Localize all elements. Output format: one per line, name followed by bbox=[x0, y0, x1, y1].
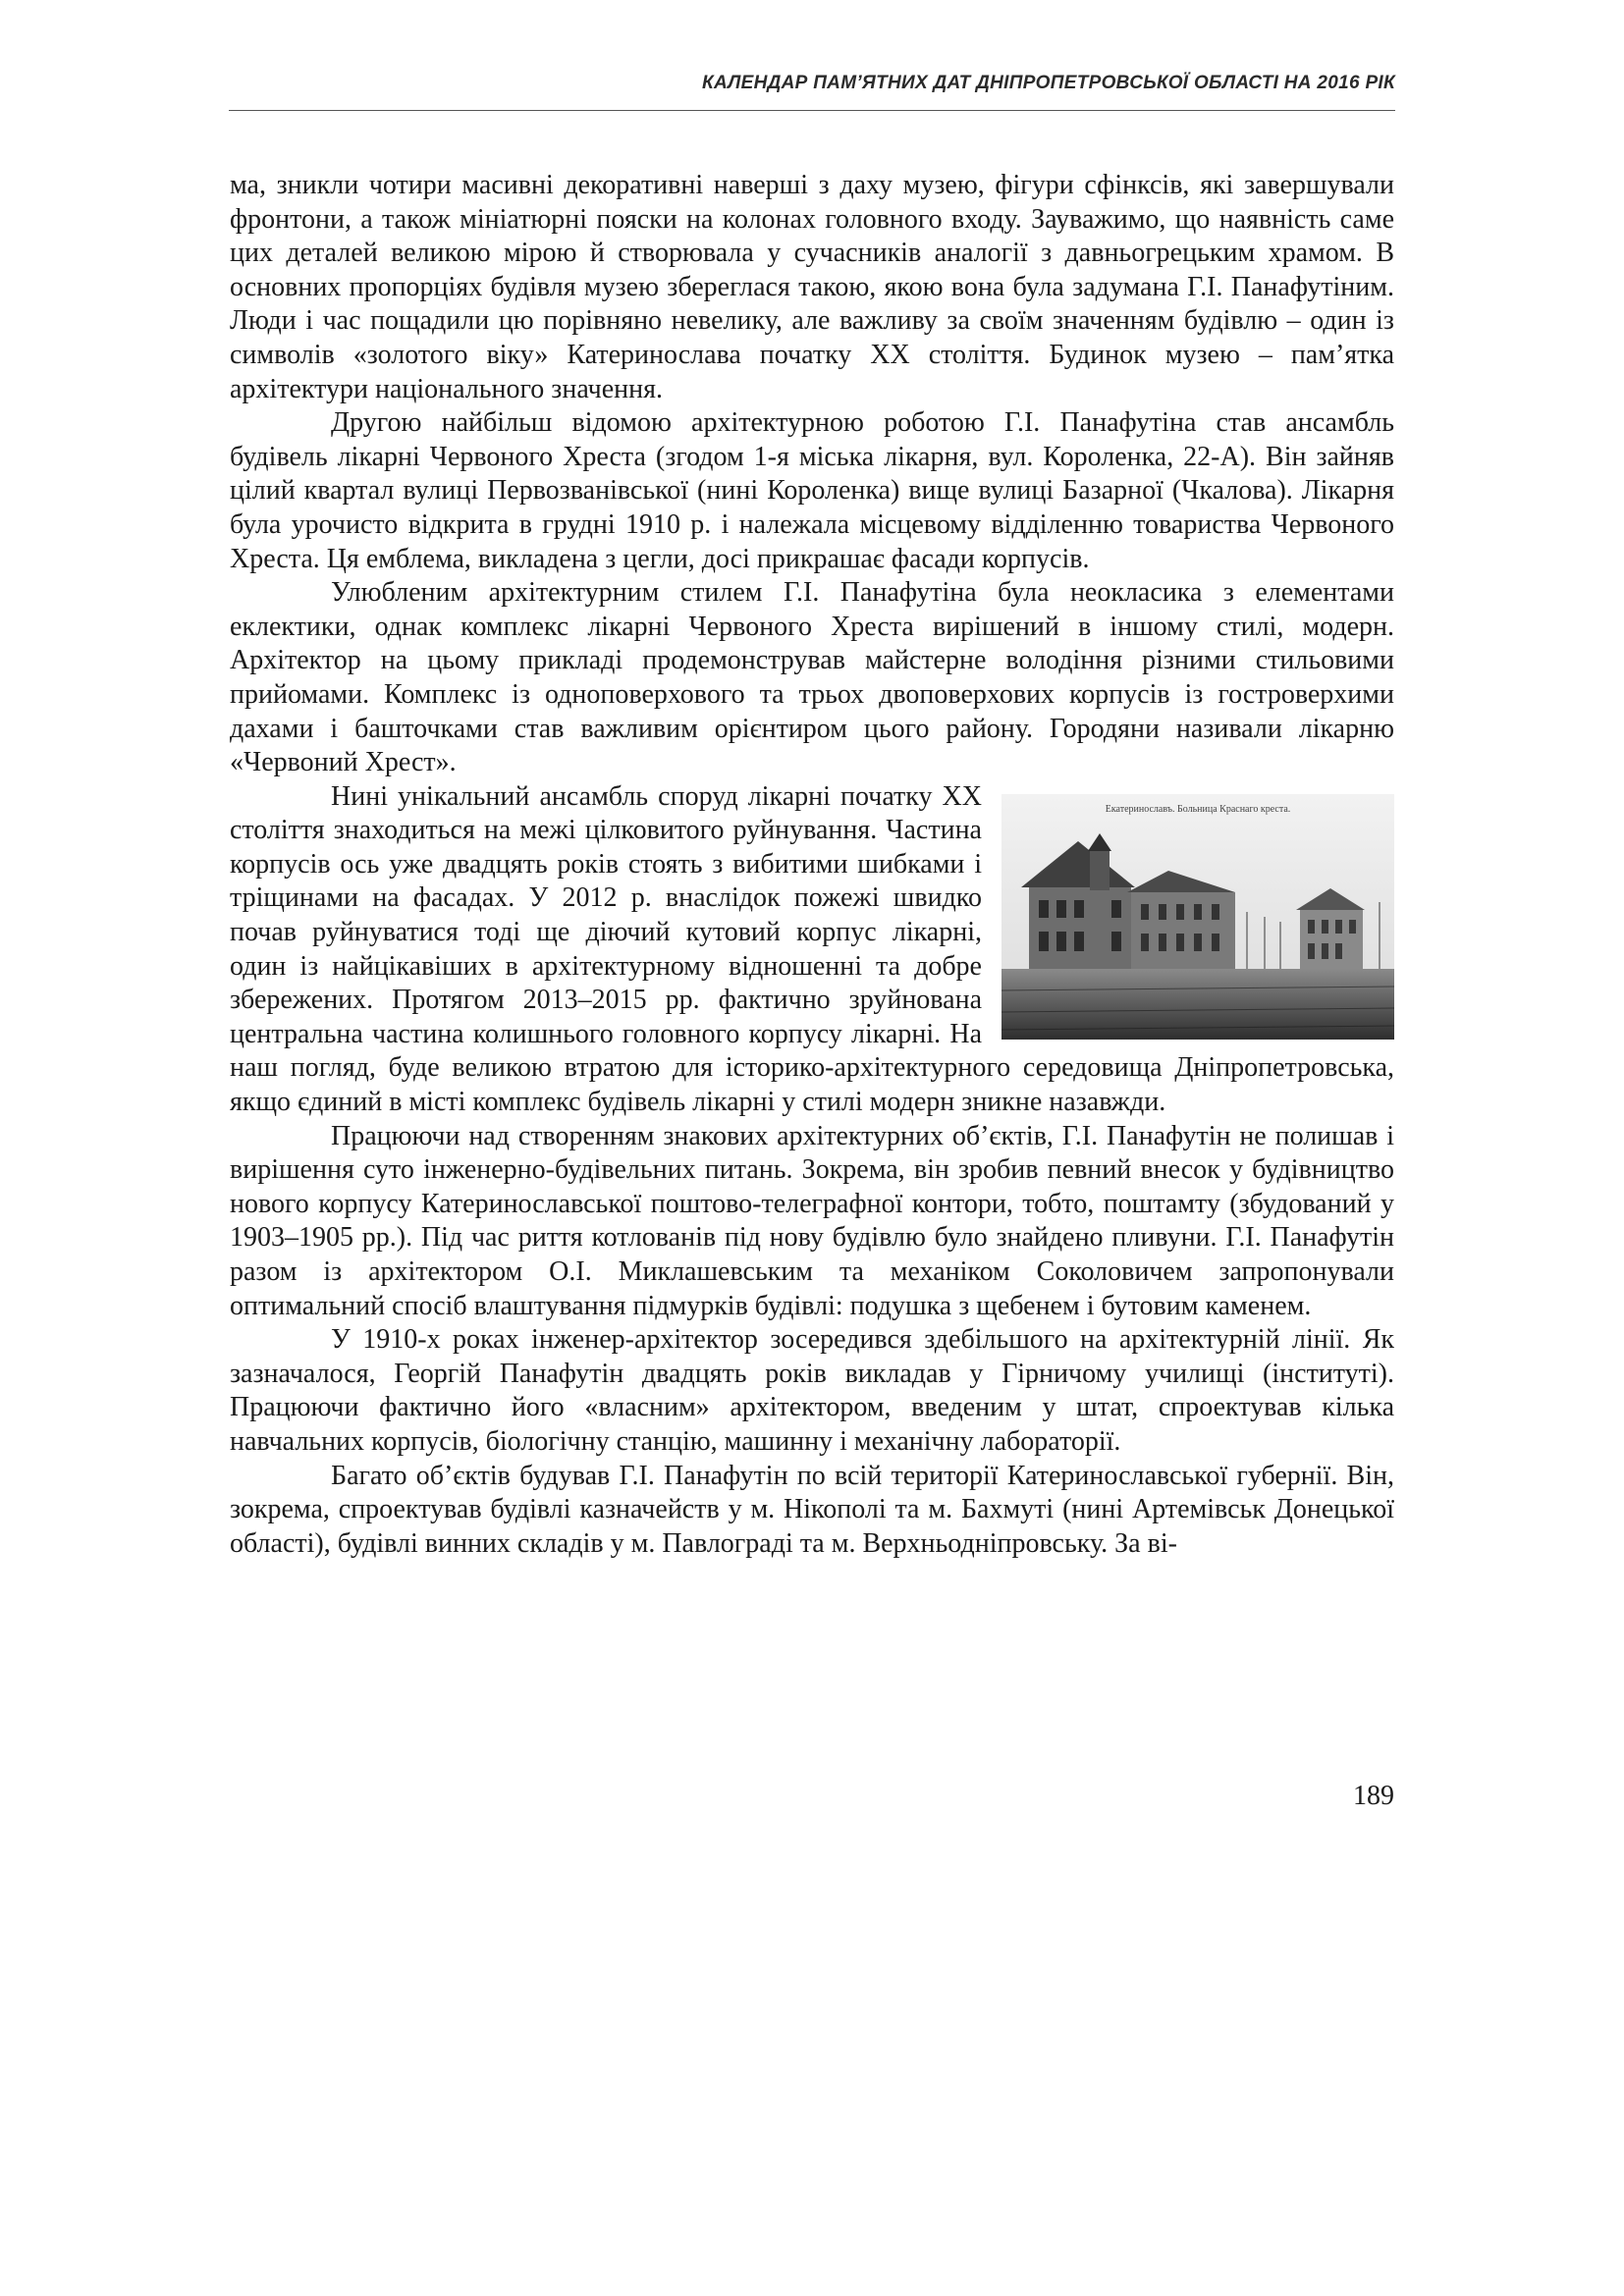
paragraph-text: Нині унікальний ансамбль споруд лікарні початку ХХ століття знаходиться на межі цілковитого руйнування. Частина корпусів ось уже двадцять років стоять з вибитими шибками і тріщинами на фасадах. У 2012 р. внаслідок пожежі швидко почав руйнуватися тоді ще діючий кутовий корпус лікарні, один із найцікавіших в архітектурному відношенні та добре збережених. Протягом 2013–2015 рр. фактично зруйнована центральна частина колишнього головного корпусу лікарні. На наш погляд, буде великою втратою для історико-архітектурного середовища Дніпропетровська, якщо єдиний в місті комплекс будівель лікарні у стилі модерн зникне назавжди. bbox=[230, 780, 1394, 1118]
page-number: 189 bbox=[1353, 1781, 1394, 1811]
paragraph-continuation: ма, зникли чотири масивні декоративні наверші з даху музею, фігури сфінксів, які завершували фронтони, а також мініатюрні пояски на колонах головного входу. Зауважимо, що наявність саме цих деталей великою мірою й створювала у сучасників аналогії з давньогрецьким храмом. В основних пропорціях будівля музею збереглася такою, якою вона була задумана Г.І. Панафутіним. Люди і час пощадили цю порівняно невелику, але важливу за своїм значенням будівлю – один із символів «золотого віку» Катеринослава початку ХХ століття. Будинок музею – пам’ятка архітектури національного значення. bbox=[230, 170, 1394, 404]
paragraph: У 1910-х роках інженер-архітектор зосередився здебільшого на архітектурній лінії. Як зазначалося, Георгій Панафутін двадцять років викладав у Гірничому училищі (інституті). Працюючи фактично його «власним» архітектором, введеним у штат, спроектував кілька навчальних корпусів, біологічну станцію, машинну і механічну лабораторії. bbox=[230, 1324, 1394, 1457]
photo-caption: Екатеринославъ. Больница Краснаго креста. bbox=[1105, 803, 1291, 815]
hospital-photo-image bbox=[1001, 794, 1394, 1040]
body-text bbox=[230, 169, 1394, 1561]
paragraph: Улюбленим архітектурним стилем Г.І. Панафутіна була неокласика з елементами еклектики, однак комплекс лікарні Червоного Хреста вирішений в іншому стилі, модерн. Архітектор на цьому прикладі продемонстрував майстерне володіння різними стильовими прийомами. Комплекс із одноповерхового та трьох двоповерхових корпусів із гостроверхими дахами і башточками став важливим орієнтиром цього району. Городяни називали лікарню «Червоний Хрест». bbox=[230, 577, 1394, 778]
paragraph: Працюючи над створенням знакових архітектурних об’єктів, Г.І. Панафутін не полишав і вирішення суто інженерно-будівельних питань. Зокрема, він зробив певний внесок у будівництво нового корпусу Катеринославської поштово-телеграфної контори, тобто, поштамту (збудований у 1903–1905 рр.). Під час риття котлованів під нову будівлю було знайдено пливуни. Г.І. Панафутін разом із архітектором О.І. Миклашевським та механіком Соколовичем запропонували оптимальний спосіб влаштування підмурків будівлі: подушка з щебенем і бутовим каменем. bbox=[230, 1120, 1394, 1321]
paragraph: Багато об’єктів будував Г.І. Панафутін по всій території Катеринославської губернії. Він, зокрема, спроектував будівлі казначейств у м. Нікополі та м. Бахмуті (нині Артемівськ Донецької області), будівлі винних складів у м. Павлограді та м. Верхньодніпровську. За ві- bbox=[230, 1460, 1394, 1559]
running-header: КАЛЕНДАР ПАМ’ЯТНИХ ДАТ ДНІПРОПЕТРОВСЬКОЇ ОБЛАСТІ НА 2016 РІК bbox=[702, 73, 1395, 93]
header-rule bbox=[229, 110, 1395, 111]
hospital-photo bbox=[1001, 794, 1394, 1040]
paragraph: Другою найбільш відомою архітектурною роботою Г.І. Панафутіна став ансамбль будівель лікарні Червоного Хреста (згодом 1-я міська лікарня, вул. Короленка, 22-А). Він зайняв цілий квартал вулиці Первозванівської (нині Короленка) вище вулиці Базарної (Чкалова). Лікарня була урочисто відкрита в грудні 1910 р. і належала місцевому відділенню товариства Червоного Хреста. Ця емблема, викладена з цегли, досі прикрашає фасади корпусів. bbox=[230, 407, 1394, 574]
paragraph-with-figure bbox=[230, 780, 1394, 1120]
